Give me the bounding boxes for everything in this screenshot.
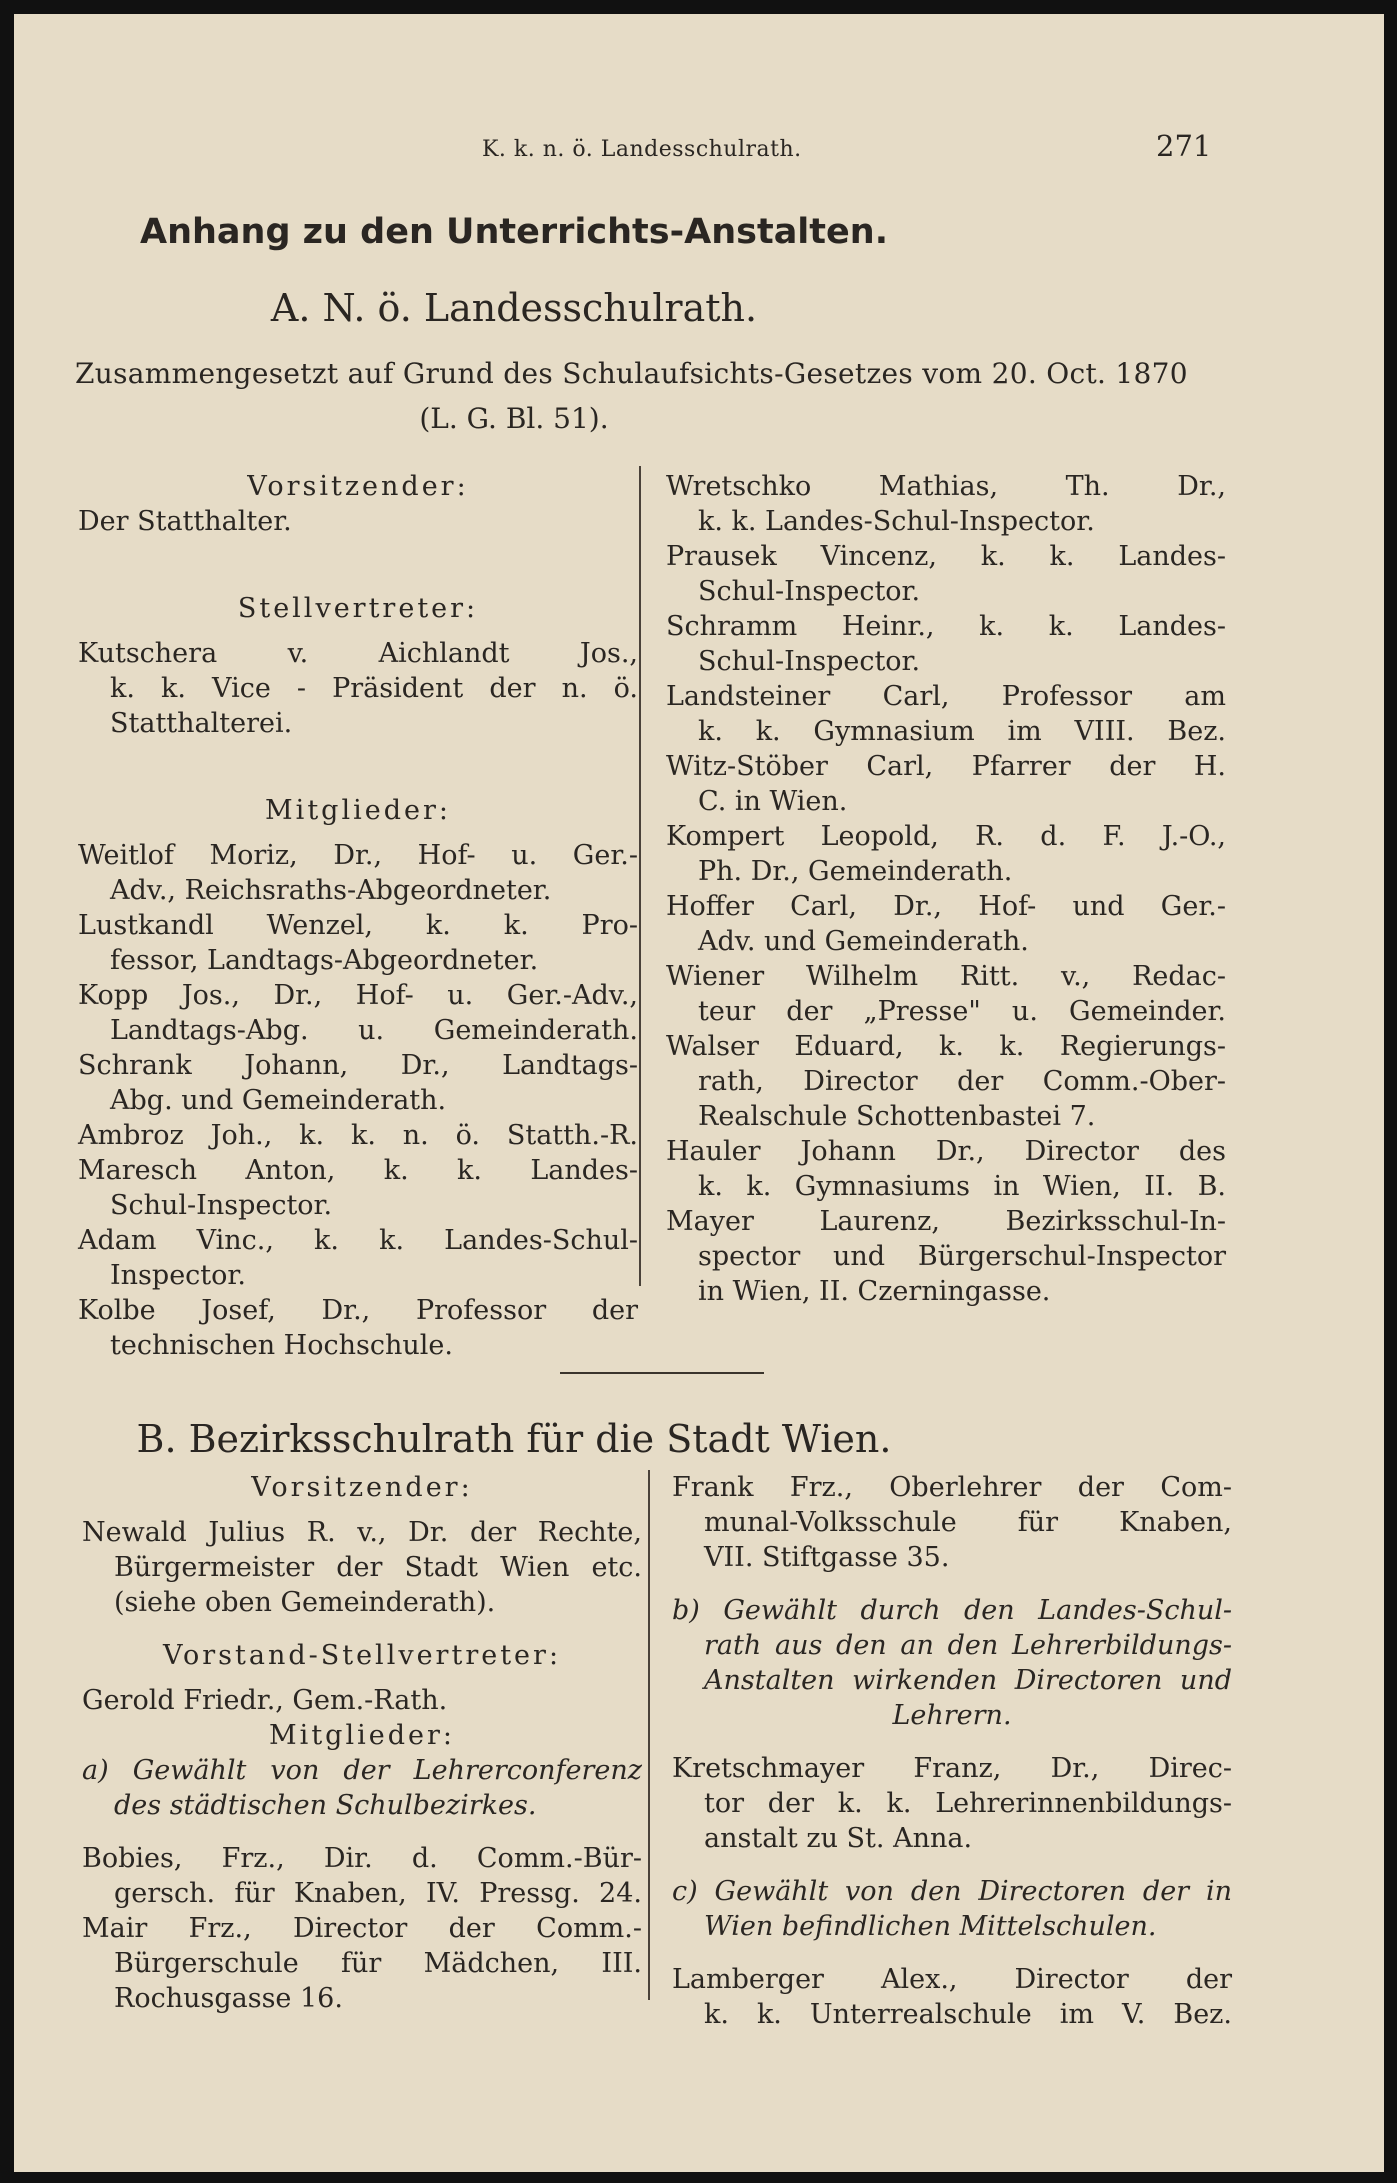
group-c-caption <box>672 1874 1232 1944</box>
section-divider-rule <box>560 1372 764 1374</box>
member-entry <box>672 1751 1232 1856</box>
entry-line: (siehe oben Gemeinderath). <box>114 1587 496 1618</box>
entry-line: VII. Stiftgasse 35. <box>704 1542 950 1573</box>
member-entry <box>666 539 1226 609</box>
entry-line: Landsteiner Carl, Professor am <box>666 681 1226 712</box>
member-entry <box>666 1029 1226 1134</box>
entry-line: tor der k. k. Lehrerinnenbildungs- <box>704 1788 1232 1819</box>
entry-line: Weitlof Moriz, Dr., Hof- u. Ger.- <box>78 840 638 871</box>
entry-line: anstalt zu St. Anna. <box>704 1823 973 1854</box>
entry-line: fessor, Landtags-Abgeordneter. <box>110 945 539 976</box>
column-divider-a <box>639 466 641 1286</box>
entry-line: k. k. Gymnasium im VIII. Bez. <box>698 716 1226 747</box>
vorsitzender-entry: Der Statthalter. <box>78 506 292 537</box>
group-a-caption: a) Gewählt von der Lehrerconferenz <box>82 1755 642 1786</box>
entry-line: Schul-Inspector. <box>698 646 921 677</box>
member-entry <box>666 819 1226 889</box>
stellvertreter-line: k. k. Vice - Präsident der n. ö. <box>110 673 638 704</box>
entry-line: Bürgerschule für Mädchen, III. <box>114 1948 642 1979</box>
entry-line: rath, Director der Comm.-Ober- <box>698 1066 1226 1097</box>
entry-line: munal-Volksschule für Knaben, <box>704 1507 1232 1538</box>
entry-line: Hauler Johann Dr., Director des <box>666 1136 1226 1167</box>
member-entry <box>666 469 1226 539</box>
entry-line: Realschule Schottenbastei 7. <box>698 1101 1096 1132</box>
member-entry <box>82 1841 642 1911</box>
entry-line: Adv., Reichsraths-Abgeordneter. <box>110 875 552 906</box>
section-a-title: A. N. ö. Landesschulrath. <box>270 286 758 330</box>
caption-line: rath aus den an den Lehrerbildungs- <box>704 1630 1232 1661</box>
caption-line: c) Gewählt von den Directoren der in <box>672 1876 1232 1907</box>
entry-line: Schul-Inspector. <box>110 1190 333 1221</box>
member-entry <box>78 1153 638 1223</box>
entry-line: Wretschko Mathias, Th. Dr., <box>666 471 1226 502</box>
entry-line: Bobies, Frz., Dir. d. Comm.-Bür- <box>82 1843 642 1874</box>
member-entry <box>672 1470 1232 1575</box>
entry-line: k. k. Unterrealschule im V. Bez. <box>704 1999 1232 2030</box>
entry-line: Inspector. <box>110 1260 246 1291</box>
entry-line: Walser Eduard, k. k. Regierungs- <box>666 1031 1226 1062</box>
entry-line: Kolbe Josef, Dr., Professor der <box>78 1295 638 1326</box>
entry-line: in Wien, II. Czerningasse. <box>698 1276 1051 1307</box>
member-entry <box>78 978 638 1048</box>
entry-line: Landtags-Abg. u. Gemeinderath. <box>110 1015 638 1046</box>
section-a-intro: Zusammengesetzt auf Grund des Schulaufsichts-Gesetzes vom 20. Oct. 1870 <box>75 357 1188 390</box>
member-entry <box>78 838 638 908</box>
entry-line: Ph. Dr., Gemeinderath. <box>698 856 1013 887</box>
member-entry <box>666 959 1226 1029</box>
entry-line: Bürgermeister der Stadt Wien etc. <box>114 1552 642 1583</box>
caption-line: Wien befindlichen Mittelschulen. <box>704 1911 1157 1942</box>
member-entry <box>78 1048 638 1118</box>
entry-line: Schul-Inspector. <box>698 576 921 607</box>
member-entry <box>82 1911 642 2016</box>
entry-line: gersch. für Knaben, IV. Pressg. 24. <box>114 1878 642 1909</box>
member-entry <box>78 1118 638 1153</box>
section-b-title: B. Bezirksschulrath für die Stadt Wien. <box>136 1417 892 1461</box>
column-divider-b <box>648 1470 650 2000</box>
entry-line: spector und Bürgerschul-Inspector <box>698 1241 1226 1272</box>
stellvertreter-heading: Stellvertreter: <box>237 593 479 624</box>
member-entry <box>666 609 1226 679</box>
book-page <box>14 14 1384 2172</box>
entry-line: C. in Wien. <box>698 786 848 817</box>
member-entry <box>78 1293 638 1363</box>
section-b-left-column <box>82 1470 642 2016</box>
group-b-caption <box>672 1593 1232 1733</box>
entry-line: Adam Vinc., k. k. Landes-Schul- <box>78 1225 638 1256</box>
stellvertreter-heading: Vorstand-Stellvertreter: <box>162 1640 562 1671</box>
entry-line: Schramm Heinr., k. k. Landes- <box>666 611 1226 642</box>
entry-line: Frank Frz., Oberlehrer der Com- <box>672 1472 1232 1503</box>
page-number: 271 <box>1156 129 1212 163</box>
entry-line: Rochusgasse 16. <box>114 1983 343 2014</box>
entry-line: k. k. Landes-Schul-Inspector. <box>698 506 1095 537</box>
section-b-right-column <box>672 1470 1232 2032</box>
member-entry <box>78 908 638 978</box>
entry-line: Ambroz Joh., k. k. n. ö. Statth.-R. <box>78 1120 638 1151</box>
member-entry <box>666 1204 1226 1309</box>
entry-line: Wiener Wilhelm Ritt. v., Redac- <box>666 961 1226 992</box>
section-a-intro-ref: (L. G. Bl. 51). <box>419 402 609 435</box>
entry-line: k. k. Gymnasiums in Wien, II. B. <box>698 1171 1226 1202</box>
entry-line: technischen Hochschule. <box>110 1330 453 1361</box>
entry-line: Mayer Laurenz, Bezirksschul-In- <box>666 1206 1226 1237</box>
entry-line: Prausek Vincenz, k. k. Landes- <box>666 541 1226 572</box>
entry-line: Witz-Stöber Carl, Pfarrer der H. <box>666 751 1226 782</box>
entry-line: Kretschmayer Franz, Dr., Direc- <box>672 1753 1232 1784</box>
entry-line: teur der „Presse" u. Gemeinder. <box>698 996 1226 1027</box>
stellvertreter-line: Kutschera v. Aichlandt Jos., <box>78 638 638 669</box>
member-entry <box>666 889 1226 959</box>
stellvertreter-entry: Gerold Friedr., Gem.-Rath. <box>82 1685 448 1716</box>
entry-line: Lustkandl Wenzel, k. k. Pro- <box>78 910 638 941</box>
stellvertreter-line: Statthalterei. <box>110 708 293 739</box>
running-head: K. k. n. ö. Landesschulrath. <box>482 137 802 162</box>
member-entry <box>666 679 1226 749</box>
entry-line: Abg. und Gemeinderath. <box>110 1085 447 1116</box>
entry-line: Maresch Anton, k. k. Landes- <box>78 1155 638 1186</box>
member-entry <box>666 1134 1226 1204</box>
member-entry <box>672 1962 1232 2032</box>
appendix-title: Anhang zu den Unterrichts-Anstalten. <box>139 212 888 252</box>
mitglieder-heading: Mitglieder: <box>265 795 451 826</box>
entry-line: Adv. und Gemeinderath. <box>698 926 1029 957</box>
member-entry <box>666 749 1226 819</box>
entry-line: Hoffer Carl, Dr., Hof- und Ger.- <box>666 891 1226 922</box>
group-a-caption: des städtischen Schulbezirkes. <box>114 1790 537 1821</box>
entry-line: Schrank Johann, Dr., Landtags- <box>78 1050 638 1081</box>
member-entry <box>78 1223 638 1293</box>
caption-line: Anstalten wirkenden Directoren und <box>704 1665 1232 1696</box>
entry-line: Kompert Leopold, R. d. F. J.-O., <box>666 821 1226 852</box>
vorsitzender-heading: Vorsitzender: <box>247 471 469 502</box>
caption-line: Lehrern. <box>892 1700 1012 1731</box>
vorsitzender-heading: Vorsitzender: <box>251 1472 473 1503</box>
section-a-right-column <box>666 469 1226 1309</box>
entry-line: Mair Frz., Director der Comm.- <box>82 1913 642 1944</box>
entry-line: Lamberger Alex., Director der <box>672 1964 1232 1995</box>
caption-line: b) Gewählt durch den Landes-Schul- <box>672 1595 1232 1626</box>
entry-line: Kopp Jos., Dr., Hof- u. Ger.-Adv., <box>78 980 638 1011</box>
section-a-left-column <box>78 469 638 1363</box>
mitglieder-heading: Mitglieder: <box>269 1720 455 1751</box>
entry-line: Newald Julius R. v., Dr. der Rechte, <box>82 1517 642 1548</box>
